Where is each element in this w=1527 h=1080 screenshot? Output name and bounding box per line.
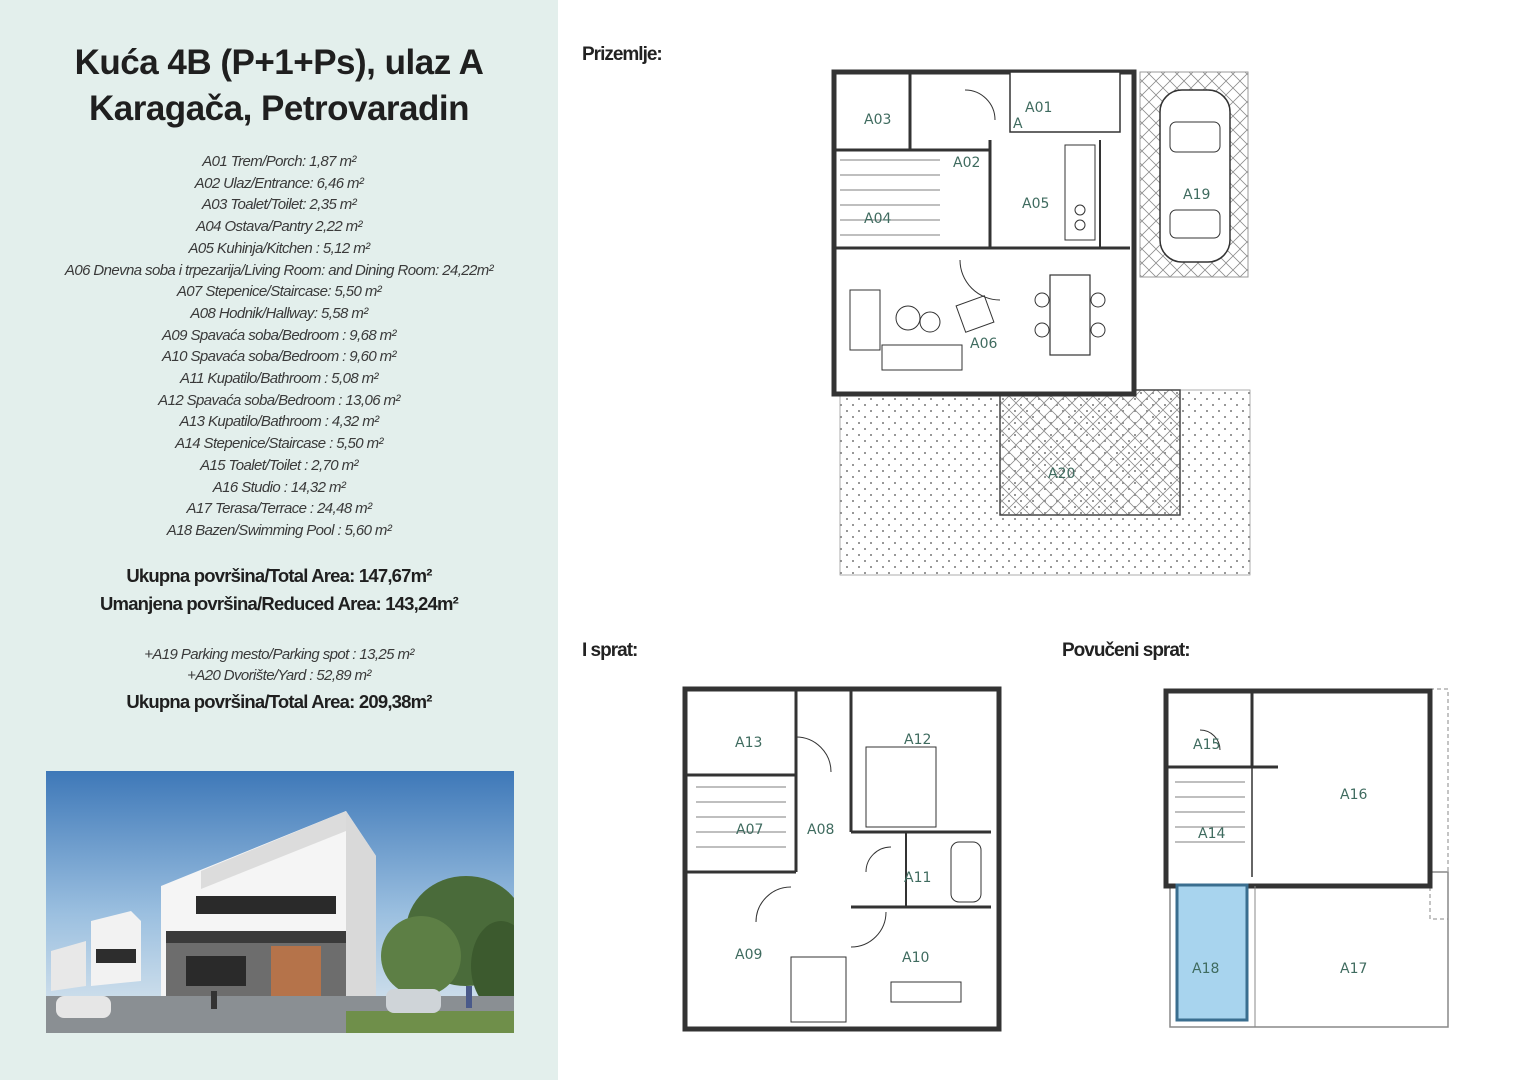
entrance-mark: A [1013, 116, 1023, 132]
pool-fill [1177, 885, 1247, 1020]
room-item: A02 Ulaz/Entrance: 6,46 m² [194, 174, 364, 192]
room-item: A16 Studio : 14,32 m² [212, 478, 346, 496]
room-label-a13: A13 [735, 735, 763, 751]
title-line-1: Kuća 4B (P+1+Ps), ulaz A [74, 43, 484, 82]
plan-label-top: Povučeni sprat: [1062, 640, 1190, 661]
room-label-a20: A20 [1048, 466, 1076, 482]
room-item: A13 Kupatilo/Bathroom : 4,32 m² [179, 413, 379, 431]
room-label-a07: A07 [736, 822, 764, 838]
room-label-a05: A05 [1022, 196, 1050, 212]
room-item: A09 Spavaća soba/Bedroom : 9,68 m² [162, 326, 396, 344]
house-render-image [46, 771, 514, 1033]
ground-floor-plan [820, 60, 1260, 580]
room-item: A05 Kuhinja/Kitchen : 5,12 m² [188, 239, 370, 257]
room-label-a18: A18 [1192, 961, 1220, 977]
grand-total-area: Ukupna površina/Total Area: 209,38m² [126, 691, 432, 712]
room-label-a15: A15 [1193, 737, 1221, 753]
room-item: A11 Kupatilo/Bathroom : 5,08 m² [180, 370, 378, 388]
car-icon [1160, 90, 1230, 262]
room-label-a08: A08 [807, 822, 835, 838]
room-list [0, 151, 558, 542]
room-item: A08 Hodnik/Hallway: 5,58 m² [190, 304, 368, 322]
room-item: A15 Toalet/Toilet : 2,70 m² [200, 456, 358, 474]
room-label-a09: A09 [735, 947, 763, 963]
page-title [0, 40, 558, 132]
room-label-a04: A04 [864, 211, 892, 227]
room-item: A06 Dnevna soba i trpezarija/Living Room: and Dining Room: 24,22m² [64, 261, 494, 279]
room-label-a06: A06 [970, 336, 998, 352]
plan-label-ground: Prizemlje: [582, 44, 662, 65]
room-item: A17 Terasa/Terrace : 24,48 m² [186, 500, 372, 518]
room-label-a19: A19 [1183, 187, 1211, 203]
room-item: A04 Ostava/Pantry 2,22 m² [196, 218, 362, 236]
room-label-a17: A17 [1340, 961, 1368, 977]
total-area: Ukupna površina/Total Area: 147,67m² [126, 565, 432, 586]
info-panel [0, 0, 558, 1080]
room-item: A07 Stepenice/Staircase: 5,50 m² [176, 283, 382, 301]
room-label-a16: A16 [1340, 787, 1368, 803]
room-label-a10: A10 [902, 950, 930, 966]
first-floor-plan [676, 682, 1006, 1037]
title-line-2: Karagača, Petrovaradin [88, 89, 469, 128]
room-item: A10 Spavaća soba/Bedroom : 9,60 m² [162, 348, 396, 366]
room-item: A12 Spavaća soba/Bedroom : 13,06 m² [158, 391, 400, 409]
top-floor-plan [1160, 682, 1456, 1037]
room-label-a03: A03 [864, 112, 892, 128]
parking-area: +A19 Parking mesto/Parking spot : 13,25 m² [144, 646, 414, 663]
room-label-a11: A11 [904, 870, 932, 886]
yard-area: +A20 Dvorište/Yard : 52,89 m² [187, 667, 371, 684]
room-label-a12: A12 [904, 732, 932, 748]
room-item: A18 Bazen/Swimming Pool : 5,60 m² [166, 521, 392, 539]
room-item: A01 Trem/Porch: 1,87 m² [202, 153, 356, 170]
room-item: A03 Toalet/Toilet: 2,35 m² [201, 196, 357, 214]
room-label-a14: A14 [1198, 826, 1226, 842]
room-label-a01: A01 [1025, 100, 1053, 116]
room-item: A14 Stepenice/Staircase : 5,50 m² [175, 435, 383, 453]
plan-label-first: I sprat: [582, 640, 638, 661]
room-label-a02: A02 [953, 155, 981, 171]
reduced-area: Umanjena površina/Reduced Area: 143,24m² [99, 593, 459, 614]
